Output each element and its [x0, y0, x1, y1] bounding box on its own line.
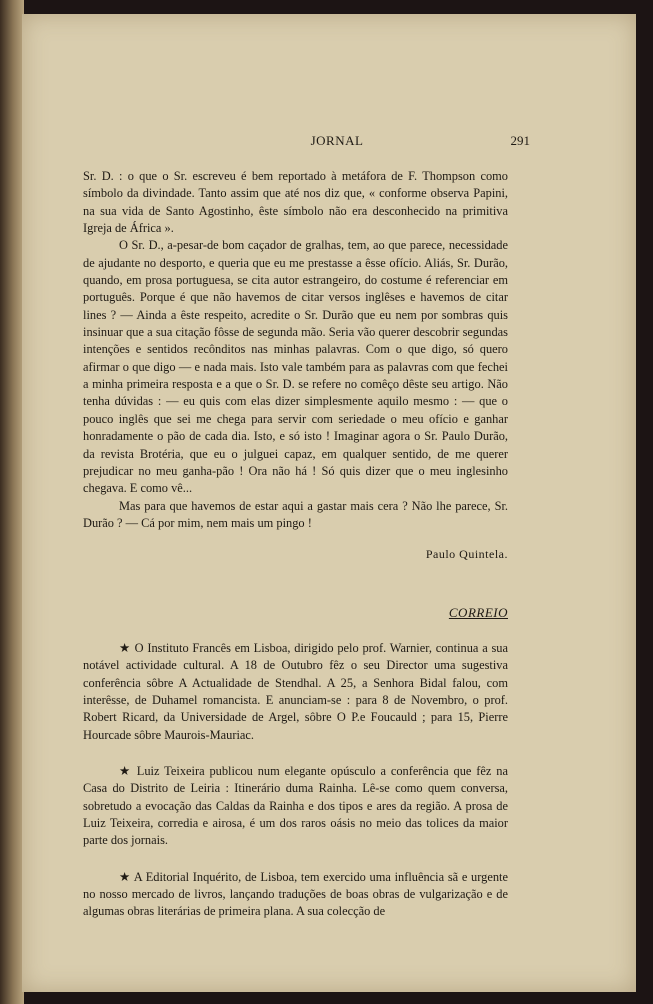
correio-item-2: ★ Luiz Teixeira publicou num elegante opúsculo a conferência que fêz na Casa do Distrito de Leiria : Itinerário duma Rainha. Lê-se como quem conversa, sobretudo a evocação das Caldas da Rainha e dos tipos e ares da região. A prosa de Luiz Teixeira, corredia e airosa, é um dos raros oásis no meio das tolices da maior parte dos jornais.: [83, 763, 508, 848]
running-header: [22, 133, 636, 151]
article-paragraph-1: Sr. D. : o que o Sr. escreveu é bem reportado à metáfora de F. Thompson como símbolo da divindade. Tanto assim que até nos diz que, « conforme observa Papini, na sua vida de Santo Agostinho, êste símbolo não era desconhecido na primitiva Igreja de África ».: [83, 169, 508, 236]
correio-item-1: ★ O Instituto Francês em Lisboa, dirigido pelo prof. Warnier, continua a sua notável actividade cultural. A 18 de Outubro fêz o seu Director uma sugestiva conferência sôbre A Actualidade de Stendhal. A 25, a Senhora Bidal falou, com interêsse, de Duhamel romancista. E anunciam-se : para 8 de Novembro, o prof. Robert Ricard, da Universidade de Argel, sôbre O P.e Foucauld ; para 15, Pierre Hourcade sôbre Maurois-Mauriac.: [83, 640, 508, 742]
page-body: [83, 168, 508, 921]
section-title-correio: CORREIO: [448, 604, 508, 620]
document-page: [22, 14, 636, 992]
author-signature: Paulo Quintela.: [425, 547, 508, 562]
article-paragraph-3: Mas para que havemos de estar aqui a gastar mais cera ? Não lhe parece, Sr. Durão ? — Cá por mim, nem mais um pingo !: [83, 498, 508, 530]
page-number: 291: [510, 133, 530, 148]
article-paragraph-2: O Sr. D., a-pesar-de bom caçador de gralhas, tem, ao que parece, necessidade de ajudante no desporto, e queria que eu me prestasse a êsse ofício. Aliás, Sr. Durão, quando, em prosa portuguesa, se cita autor estrangeiro, do costume é referenciar em português. Porque é que não havemos de citar versos inglêses e havemos de citar lines ? — Ainda a êste respeito, acredite o Sr. Durão que eu nem por sombras quis insinuar que a sua citação fôsse de segunda mão. Seria vão querer descobrir segundas intenções e sentidos recônditos nas minhas palavras. Com o que digo, só quero afirmar o que digo — e nada mais. Isto vale também para as palavras com que fechei a minha primeira resposta e a que o Sr. D. se refere no comêço dêste seu artigo. Não tenha dúvidas : — eu quis com elas dizer simplesmente aquilo mesmo : — que o pouco inglês que sei me chega para servir com seriedade o meu ofício e ganhar honradamente o pão de cada dia. Isto, e só isto ! Imaginar agora o Sr. Paulo Durão, da revista Brotéria, que eu o julguei capaz, em qualquer sentido, de me querer prejudicar no meu ganha-pão ! Ora não há ! Só quis dizer que o meu inglesinho chegava. E como vê...: [83, 238, 508, 496]
journal-title: JORNAL: [310, 133, 364, 148]
book-binding-edge: [0, 0, 24, 1004]
correio-item-3: ★ A Editorial Inquérito, de Lisboa, tem exercido uma influência sã e urgente no nosso mercado de livros, lançando traduções de boas obras de vulgarização e de algumas obras literárias de primeira plana. A sua colecção de: [83, 869, 508, 919]
